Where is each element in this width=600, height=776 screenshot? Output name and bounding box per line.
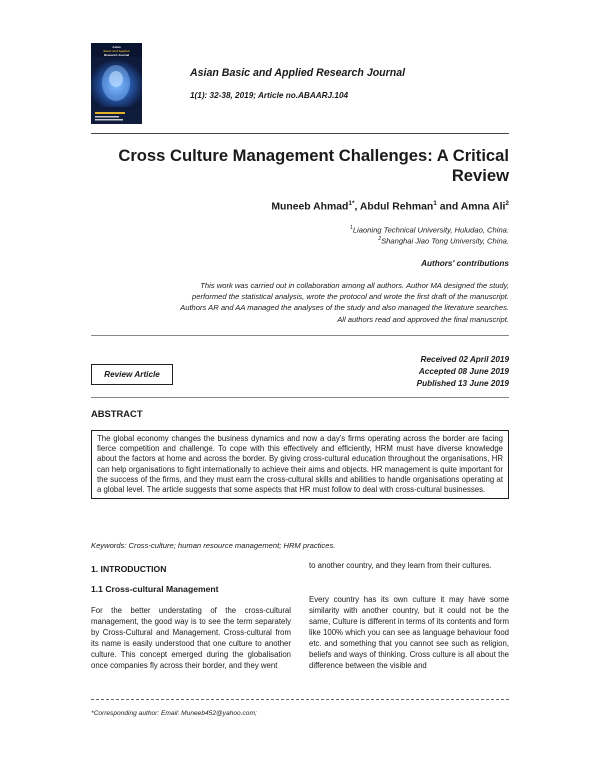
cover-title-line1: Asian [112, 45, 121, 49]
author-1: Muneeb Ahmad [271, 201, 349, 213]
date-received: Received 02 April 2019 [420, 355, 509, 364]
subsection-heading: 1.1 Cross-cultural Management [91, 584, 219, 594]
author-1-sup: 1* [348, 200, 355, 207]
journal-cover-image [91, 43, 142, 124]
contributions-text [100, 280, 509, 325]
contributions-line: performed the statistical analysis, wrote the protocol and wrote the first draft of the manuscript. [192, 292, 509, 302]
cover-artwork [91, 43, 142, 124]
dates-divider [91, 397, 509, 398]
affiliation-1-sup: 1 [350, 225, 353, 231]
contributions-line: This work was carried out in collaboration among all authors. Author MA designed the study, [200, 281, 509, 290]
author-3-sup: 2 [505, 200, 509, 207]
body-right-continuation: to another country, and they learn from their cultures. [309, 561, 492, 570]
author-2: Abdul Rehman [359, 201, 434, 213]
keywords: Keywords: Cross-culture; human resource management; HRM practices. [91, 541, 336, 550]
cover-title-line3: Research Journal [103, 53, 130, 57]
journal-issue: 1(1): 32-38, 2019; Article no.ABAARJ.104 [190, 91, 349, 100]
author-list [100, 200, 509, 212]
footnote-divider [91, 699, 509, 700]
affiliation-2-sup: 2 [378, 236, 382, 242]
journal-name: Asian Basic and Applied Research Journal [190, 67, 406, 79]
affiliation-2 [100, 236, 509, 246]
article-dates [300, 354, 509, 390]
body-left-column: For the better understating of the cross-cultural management, the good way is to see the term separately by Cross-Cultural and Management. Cross-cultural from its name is easily understood that one culture to another culture. This concept emerged during the globalisation once companies fly across their border, and they went [91, 606, 291, 670]
contributions-divider [91, 335, 509, 336]
cover-title-line2: Basic and Applied [103, 49, 130, 53]
body-right-paragraph: Every country has its own culture it may have some similarity with another country, but it could not be the same, Culture is different in terms of its contents and form like 100% which you can see as language behaviour food etc. and something that you cannot see such as religion, beliefs and ways of thinking. Cross culture is all about the difference between the visible and [309, 595, 509, 670]
article-title [100, 146, 509, 186]
contributions-line: Authors AR and AA managed the analyses of the study and also managed the literature searches. [180, 303, 509, 313]
corresponding-author-footnote: *Corresponding author: Email: Muneeb452@yahoo.com; [91, 710, 257, 717]
author-separator: , [354, 201, 360, 213]
author-separator: and [436, 201, 461, 213]
header-divider [91, 133, 509, 134]
article-title-line2: Review [451, 166, 509, 185]
contributions-line: All authors read and approved the final manuscript. [337, 314, 509, 324]
contributions-heading: Authors' contributions [421, 259, 509, 268]
abstract-heading: ABSTRACT [91, 408, 143, 419]
section-heading: 1. INTRODUCTION [91, 564, 167, 574]
date-accepted: Accepted 08 June 2019 [418, 367, 509, 376]
affiliation-2-text: Shanghai Jiao Tong University, China. [381, 236, 509, 246]
affiliation-1 [100, 225, 509, 235]
author-2-sup: 1 [433, 200, 437, 207]
abstract-text: The global economy changes the business dynamics and now a day's firms operating across the border are facing fierce competition and challenge. To cope with this effectively and efficiently, HRM must have diverse knowledge about the factors at home and across the border. By giving cross-cultural education throughout the organisations, HR can help organisations to fight internationally to achieve their aims and objects. HR management is quite important for the success of the firms, and they must earn the cross-cultural skills and abilities to handle organisations operating at a global level. The article suggests that some aspects that HR must follow to deal with cross-cultural businesses. [91, 430, 509, 499]
article-type-badge: Review Article [91, 364, 173, 385]
author-3: Amna Ali [460, 201, 506, 213]
date-published: Published 13 June 2019 [416, 379, 509, 388]
article-title-line1: Cross Culture Management Challenges: A Critical [118, 146, 509, 165]
affiliation-1-text: Liaoning Technical University, Huludao, China. [352, 225, 509, 235]
